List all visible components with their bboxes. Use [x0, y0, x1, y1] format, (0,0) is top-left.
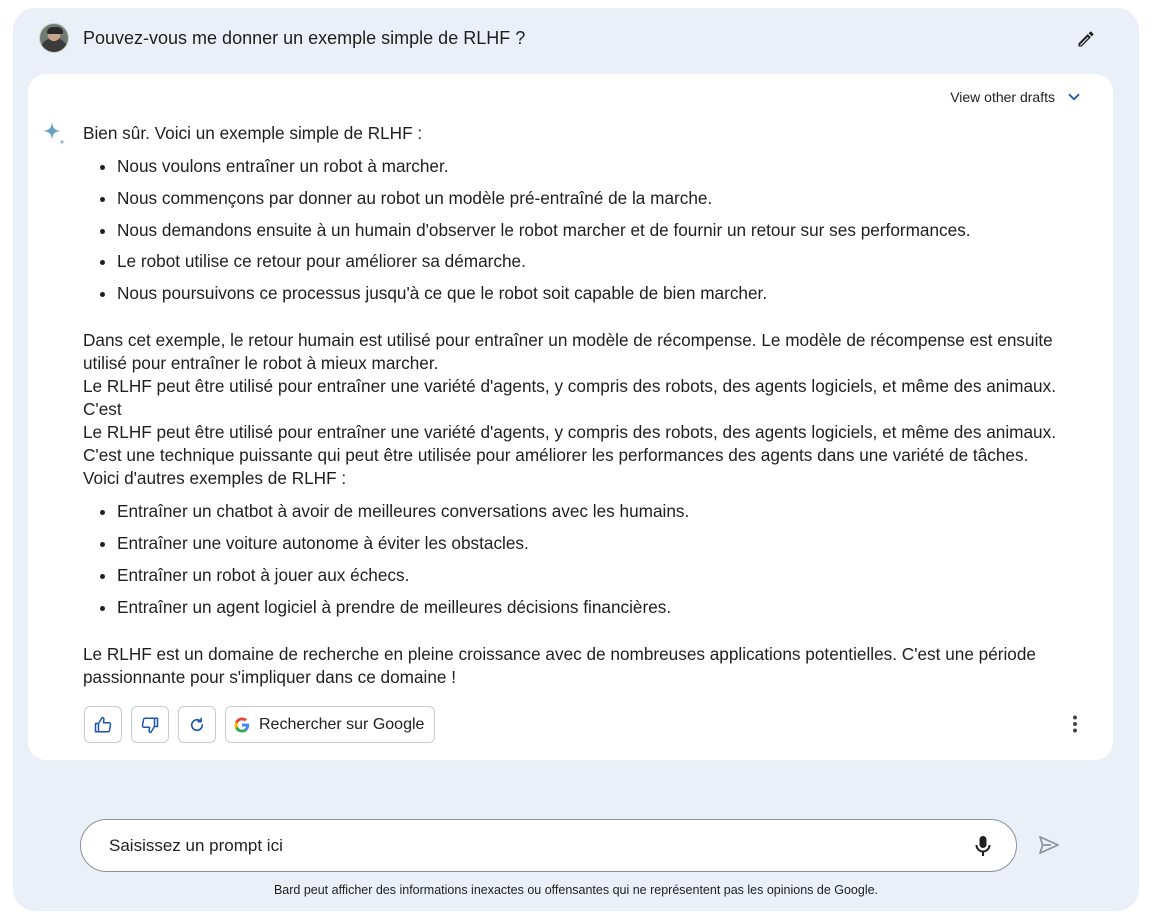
google-g-icon [233, 716, 251, 734]
response-actions [84, 706, 435, 744]
list-item: • Entraîner une voiture autonome à éviter les obstacles. [117, 532, 1083, 555]
response-content [83, 122, 1083, 689]
microphone-icon [975, 835, 991, 857]
chevron-down-icon [1065, 88, 1083, 106]
other-examples-list [117, 500, 1083, 618]
more-vertical-icon [1072, 715, 1078, 733]
bard-sparkle-icon [40, 120, 70, 150]
thumbs-down-button[interactable] [131, 706, 169, 743]
list-item: • Entraîner un robot à jouer aux échecs. [117, 564, 1083, 587]
thumbs-down-icon [141, 716, 159, 734]
user-prompt-text: Pouvez-vous me donner un exemple simple de RLHF ? [83, 27, 526, 48]
response-paragraph: Le RLHF peut être utilisé pour entraîner une variété d'agents, y compris des robots, des agents logiciels, et même des animaux. C'est une technique puissante qui peut être utilisée pour améliorer les performances des agents dans une variété de tâches. [83, 422, 1056, 466]
list-item: • Nous commençons par donner au robot un modèle pré-entraîné de la marche. [117, 187, 1083, 210]
list-item: • Le robot utilise ce retour pour améliorer sa démarche. [117, 250, 1083, 273]
list-item: • Nous poursuivons ce processus jusqu'à ce que le robot soit capable de bien marcher. [117, 282, 1083, 305]
disclaimer-text: Bard peut afficher des informations inexactes ou offensantes qui ne représentent pas les opinions de Google. [273, 883, 879, 897]
user-avatar [39, 23, 69, 53]
response-closing: Le RLHF est un domaine de recherche en pleine croissance avec de nombreuses applications potentielles. C'est une période passionnante pour s'impliquer dans ce domaine ! [83, 643, 1036, 687]
response-paragraph: Le RLHF peut être utilisé pour entraîner une variété d'agents, y compris des robots, des agents logiciels, et même des animaux. C'est [83, 376, 1056, 420]
response-card [28, 74, 1113, 760]
send-icon [1038, 835, 1060, 855]
response-paragraph: Dans cet exemple, le retour humain est utilisé pour entraîner un modèle de récompense. Le modèle de récompense est ensuite utilisé pour entraîner le robot à mieux marcher. [83, 330, 1053, 374]
prompt-input[interactable] [109, 836, 929, 856]
search-google-button[interactable] [225, 706, 435, 743]
thumbs-up-icon [94, 716, 112, 734]
response-intro: Bien sûr. Voici un exemple simple de RLHF : [83, 123, 423, 143]
list-item: • Nous voulons entraîner un robot à marcher. [117, 155, 1083, 178]
prompt-input-box [80, 819, 1017, 872]
list-item: • Entraîner un chatbot à avoir de meilleures conversations avec les humains. [117, 500, 1083, 523]
list-item: • Entraîner un agent logiciel à prendre de meilleures décisions financières. [117, 596, 1083, 619]
view-other-drafts-button[interactable] [950, 88, 1083, 106]
send-button[interactable] [1036, 832, 1062, 858]
thumbs-up-button[interactable] [84, 706, 122, 743]
more-options-button[interactable] [1063, 712, 1087, 736]
user-prompt-row [39, 22, 1113, 54]
refresh-icon [188, 716, 206, 734]
pencil-icon [1076, 29, 1096, 49]
edit-prompt-button[interactable] [1073, 26, 1099, 52]
search-google-label: Rechercher sur Google [259, 715, 425, 733]
microphone-button[interactable] [970, 833, 996, 859]
list-item: • Nous demandons ensuite à un humain d'observer le robot marcher et de fournir un retour sur ses performances. [117, 219, 1083, 242]
chat-frame [13, 8, 1139, 911]
view-other-drafts-label: View other drafts [950, 89, 1055, 105]
example-steps-list [117, 155, 1083, 305]
response-paragraph: Voici d'autres exemples de RLHF : [83, 468, 347, 489]
regenerate-button[interactable] [178, 706, 216, 743]
